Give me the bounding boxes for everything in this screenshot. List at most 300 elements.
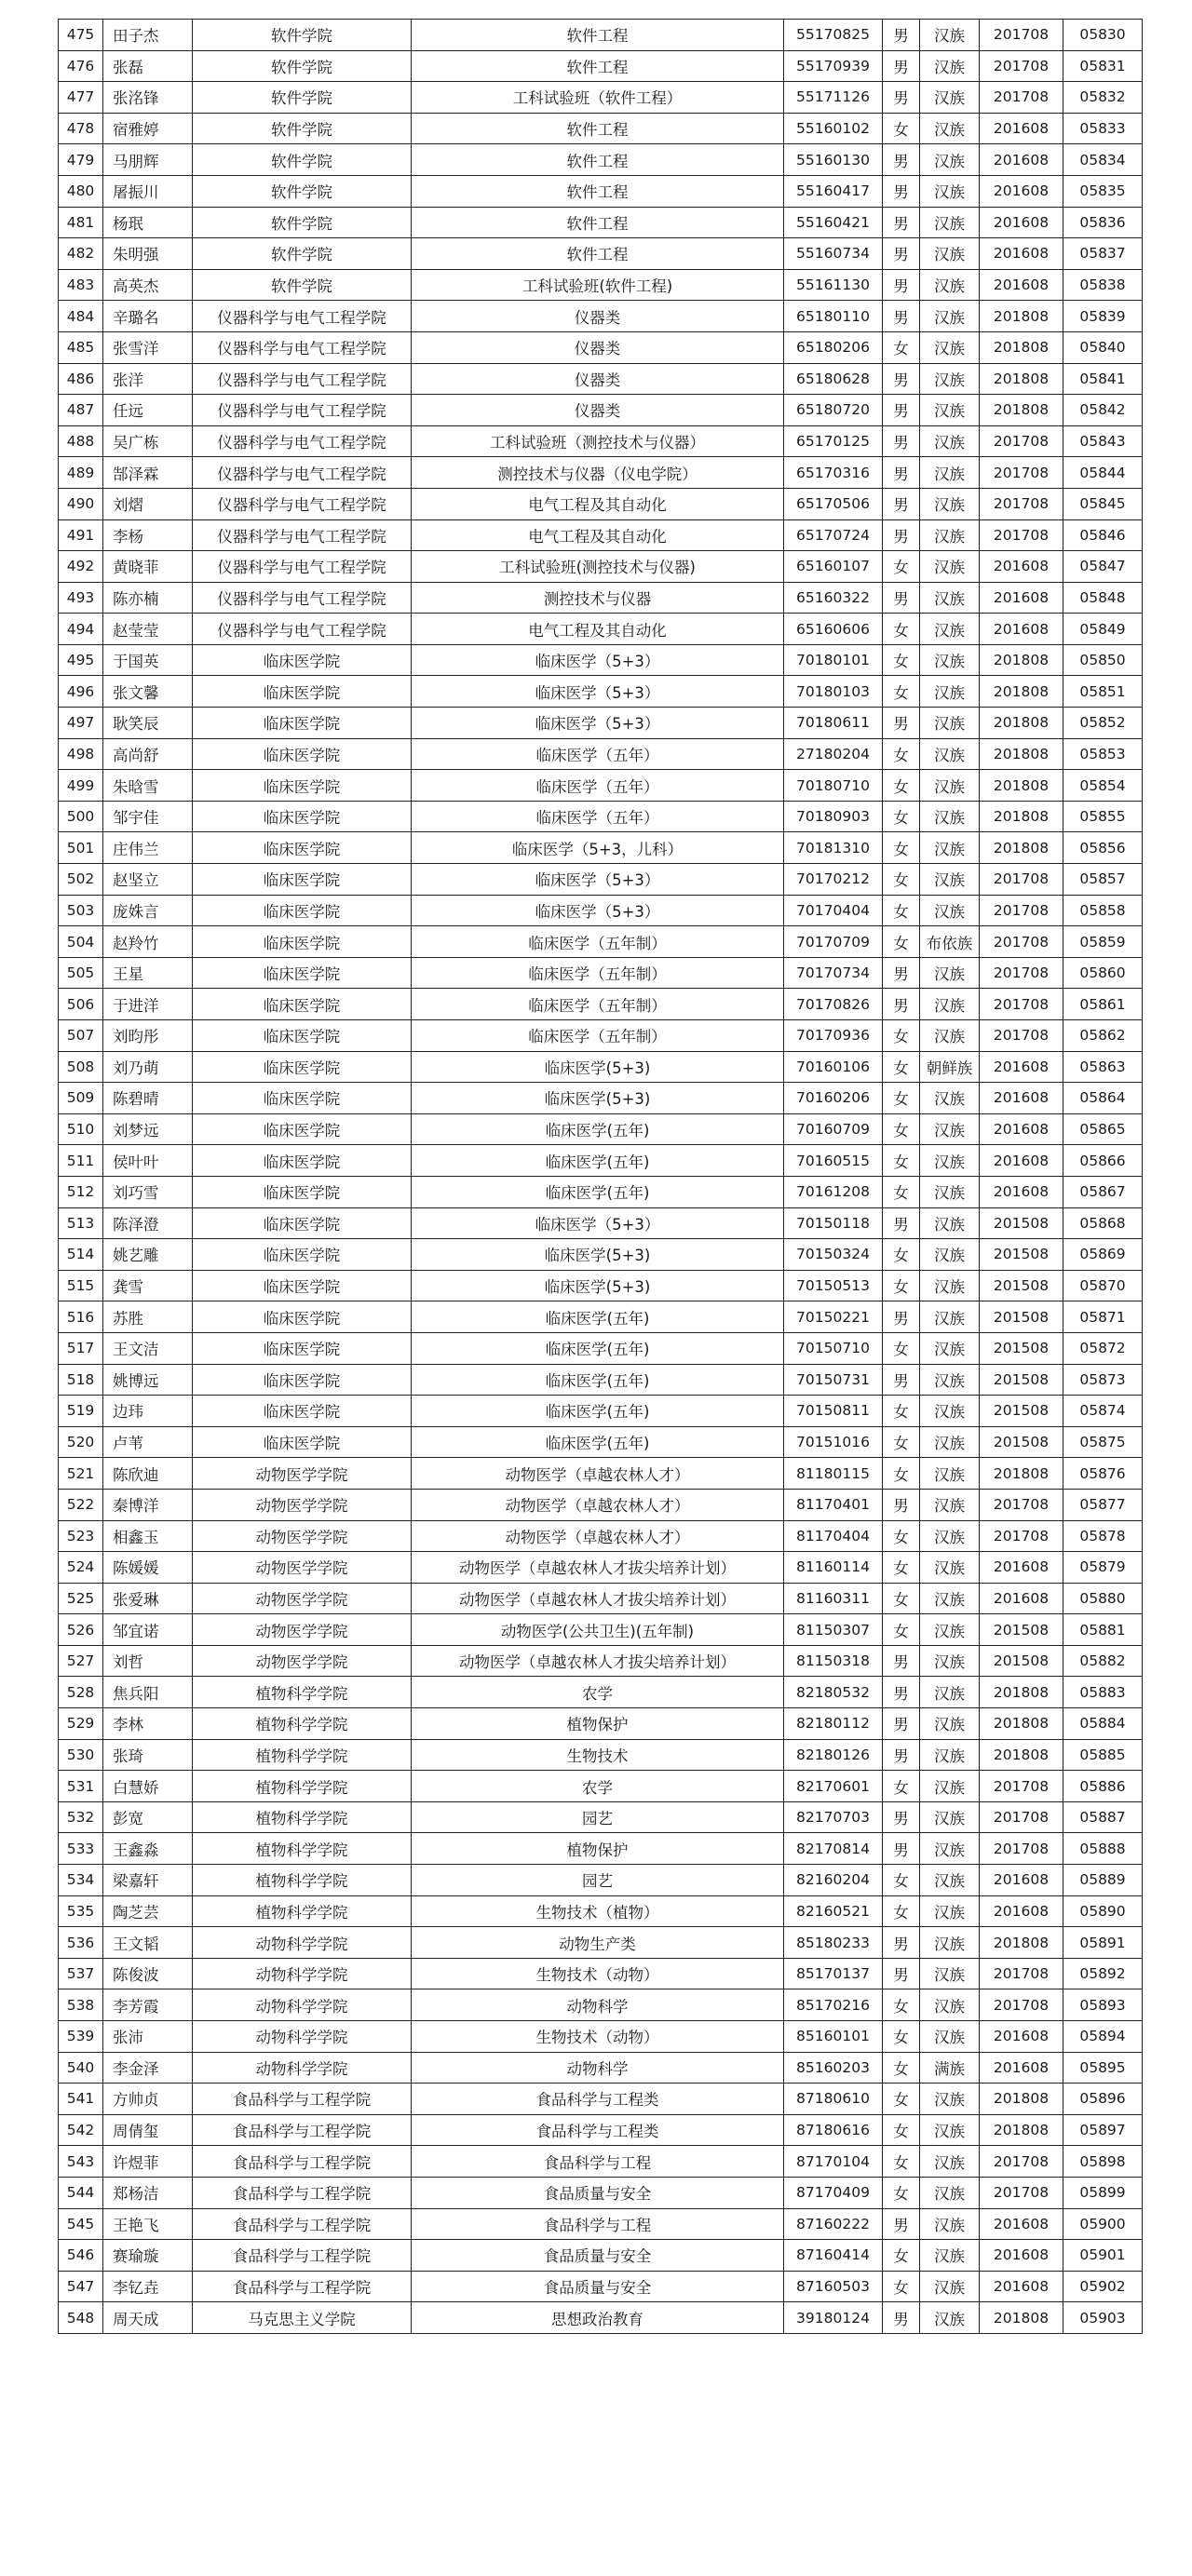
cohort-cell: 201708 bbox=[980, 1958, 1063, 1989]
serial-cell: 05870 bbox=[1063, 1270, 1143, 1301]
cohort-cell: 201608 bbox=[980, 113, 1063, 144]
row-index-cell: 526 bbox=[59, 1614, 103, 1646]
serial-cell: 05840 bbox=[1063, 331, 1143, 363]
student-id-cell: 70161208 bbox=[784, 1176, 883, 1207]
major-cell: 植物保护 bbox=[412, 1708, 784, 1740]
serial-cell: 05895 bbox=[1063, 2052, 1143, 2084]
student-id-cell: 65160606 bbox=[784, 614, 883, 645]
name-cell: 许煜菲 bbox=[103, 2146, 193, 2178]
major-cell: 生物技术（动物） bbox=[412, 1958, 784, 1989]
major-cell: 农学 bbox=[412, 1771, 784, 1802]
serial-cell: 05859 bbox=[1063, 926, 1143, 958]
gender-cell: 男 bbox=[883, 989, 920, 1020]
ethnicity-cell: 汉族 bbox=[920, 144, 980, 176]
row-index-cell: 545 bbox=[59, 2208, 103, 2240]
college-cell: 动物医学学院 bbox=[193, 1583, 412, 1614]
student-id-cell: 85160101 bbox=[784, 2021, 883, 2053]
name-cell: 王文洁 bbox=[103, 1332, 193, 1364]
table-row bbox=[59, 2084, 1143, 2115]
name-cell: 郜泽霖 bbox=[103, 457, 193, 489]
gender-cell: 女 bbox=[883, 1113, 920, 1145]
ethnicity-cell: 汉族 bbox=[920, 1020, 980, 1052]
gender-cell: 女 bbox=[883, 864, 920, 896]
ethnicity-cell: 汉族 bbox=[920, 1677, 980, 1708]
table-row bbox=[59, 1020, 1143, 1052]
cohort-cell: 201608 bbox=[980, 1865, 1063, 1896]
ethnicity-cell: 汉族 bbox=[920, 582, 980, 614]
major-cell: 仪器类 bbox=[412, 363, 784, 395]
serial-cell: 05877 bbox=[1063, 1489, 1143, 1520]
major-cell: 临床医学(五年) bbox=[412, 1145, 784, 1177]
cohort-cell: 201708 bbox=[980, 457, 1063, 489]
major-cell: 动物医学（卓越农林人才拔尖培养计划） bbox=[412, 1645, 784, 1677]
table-row bbox=[59, 2114, 1143, 2146]
major-cell: 动物医学（卓越农林人才） bbox=[412, 1458, 784, 1490]
ethnicity-cell: 汉族 bbox=[920, 425, 980, 457]
major-cell: 临床医学(五年) bbox=[412, 1426, 784, 1458]
cohort-cell: 201708 bbox=[980, 1771, 1063, 1802]
cohort-cell: 201808 bbox=[980, 363, 1063, 395]
college-cell: 动物医学学院 bbox=[193, 1645, 412, 1677]
name-cell: 周倩玺 bbox=[103, 2114, 193, 2146]
major-cell: 测控技术与仪器 bbox=[412, 582, 784, 614]
table-row bbox=[59, 488, 1143, 519]
name-cell: 梁嘉轩 bbox=[103, 1865, 193, 1896]
gender-cell: 女 bbox=[883, 1051, 920, 1083]
major-cell: 临床医学（五年制） bbox=[412, 957, 784, 989]
row-index-cell: 536 bbox=[59, 1927, 103, 1959]
ethnicity-cell: 汉族 bbox=[920, 770, 980, 802]
serial-cell: 05903 bbox=[1063, 2302, 1143, 2334]
serial-cell: 05855 bbox=[1063, 801, 1143, 832]
table-row bbox=[59, 1583, 1143, 1614]
ethnicity-cell: 汉族 bbox=[920, 238, 980, 270]
college-cell: 临床医学院 bbox=[193, 676, 412, 708]
cohort-cell: 201808 bbox=[980, 2114, 1063, 2146]
name-cell: 刘梦远 bbox=[103, 1113, 193, 1145]
cohort-cell: 201808 bbox=[980, 1677, 1063, 1708]
student-id-cell: 70150811 bbox=[784, 1396, 883, 1427]
major-cell: 动物医学(公共卫生)(五年制) bbox=[412, 1614, 784, 1646]
college-cell: 临床医学院 bbox=[193, 989, 412, 1020]
name-cell: 刘熠 bbox=[103, 488, 193, 519]
serial-cell: 05885 bbox=[1063, 1739, 1143, 1771]
student-id-cell: 65160107 bbox=[784, 551, 883, 583]
table-row bbox=[59, 1332, 1143, 1364]
serial-cell: 05856 bbox=[1063, 832, 1143, 864]
college-cell: 植物科学学院 bbox=[193, 1677, 412, 1708]
student-id-cell: 65180206 bbox=[784, 331, 883, 363]
college-cell: 动物医学学院 bbox=[193, 1614, 412, 1646]
row-index-cell: 487 bbox=[59, 395, 103, 426]
ethnicity-cell: 汉族 bbox=[920, 1489, 980, 1520]
table-row bbox=[59, 770, 1143, 802]
major-cell: 食品科学与工程类 bbox=[412, 2084, 784, 2115]
college-cell: 植物科学学院 bbox=[193, 1708, 412, 1740]
cohort-cell: 201608 bbox=[980, 2240, 1063, 2272]
ethnicity-cell: 汉族 bbox=[920, 989, 980, 1020]
gender-cell: 男 bbox=[883, 395, 920, 426]
ethnicity-cell: 汉族 bbox=[920, 363, 980, 395]
name-cell: 赛瑜璇 bbox=[103, 2240, 193, 2272]
gender-cell: 男 bbox=[883, 488, 920, 519]
cohort-cell: 201608 bbox=[980, 2208, 1063, 2240]
gender-cell: 女 bbox=[883, 1583, 920, 1614]
ethnicity-cell: 汉族 bbox=[920, 2084, 980, 2115]
cohort-cell: 201608 bbox=[980, 207, 1063, 238]
name-cell: 王文韬 bbox=[103, 1927, 193, 1959]
gender-cell: 女 bbox=[883, 1332, 920, 1364]
student-id-cell: 81170404 bbox=[784, 1520, 883, 1552]
college-cell: 动物科学学院 bbox=[193, 1927, 412, 1959]
major-cell: 临床医学(5+3) bbox=[412, 1083, 784, 1114]
serial-cell: 05880 bbox=[1063, 1583, 1143, 1614]
row-index-cell: 524 bbox=[59, 1552, 103, 1584]
name-cell: 边玮 bbox=[103, 1396, 193, 1427]
gender-cell: 男 bbox=[883, 207, 920, 238]
major-cell: 植物保护 bbox=[412, 1833, 784, 1865]
row-index-cell: 479 bbox=[59, 144, 103, 176]
cohort-cell: 201808 bbox=[980, 1927, 1063, 1959]
table-row bbox=[59, 1489, 1143, 1520]
major-cell: 临床医学(五年) bbox=[412, 1113, 784, 1145]
student-id-cell: 70150710 bbox=[784, 1332, 883, 1364]
table-row bbox=[59, 113, 1143, 144]
student-id-cell: 65160322 bbox=[784, 582, 883, 614]
name-cell: 辛璐名 bbox=[103, 301, 193, 332]
cohort-cell: 201608 bbox=[980, 2271, 1063, 2302]
college-cell: 临床医学院 bbox=[193, 770, 412, 802]
gender-cell: 女 bbox=[883, 2114, 920, 2146]
table-row bbox=[59, 2052, 1143, 2084]
table-row bbox=[59, 582, 1143, 614]
college-cell: 植物科学学院 bbox=[193, 1771, 412, 1802]
major-cell: 临床医学（5+3） bbox=[412, 708, 784, 739]
cohort-cell: 201808 bbox=[980, 832, 1063, 864]
cohort-cell: 201608 bbox=[980, 1145, 1063, 1177]
table-row bbox=[59, 1895, 1143, 1927]
serial-cell: 05892 bbox=[1063, 1958, 1143, 1989]
ethnicity-cell: 布依族 bbox=[920, 926, 980, 958]
major-cell: 生物技术（动物） bbox=[412, 2021, 784, 2053]
name-cell: 白慧娇 bbox=[103, 1771, 193, 1802]
row-index-cell: 509 bbox=[59, 1083, 103, 1114]
serial-cell: 05844 bbox=[1063, 457, 1143, 489]
name-cell: 李钇垚 bbox=[103, 2271, 193, 2302]
serial-cell: 05850 bbox=[1063, 644, 1143, 676]
ethnicity-cell: 汉族 bbox=[920, 738, 980, 770]
table-row bbox=[59, 1083, 1143, 1114]
student-id-cell: 87170409 bbox=[784, 2177, 883, 2208]
serial-cell: 05876 bbox=[1063, 1458, 1143, 1490]
gender-cell: 男 bbox=[883, 1739, 920, 1771]
table-row bbox=[59, 1396, 1143, 1427]
table-row bbox=[59, 832, 1143, 864]
serial-cell: 05834 bbox=[1063, 144, 1143, 176]
name-cell: 陶芝芸 bbox=[103, 1895, 193, 1927]
major-cell: 思想政治教育 bbox=[412, 2302, 784, 2334]
name-cell: 郑杨洁 bbox=[103, 2177, 193, 2208]
gender-cell: 女 bbox=[883, 1895, 920, 1927]
major-cell: 食品科学与工程 bbox=[412, 2208, 784, 2240]
gender-cell: 女 bbox=[883, 1176, 920, 1207]
gender-cell: 女 bbox=[883, 2271, 920, 2302]
name-cell: 耿笑辰 bbox=[103, 708, 193, 739]
ethnicity-cell: 汉族 bbox=[920, 457, 980, 489]
name-cell: 王艳飞 bbox=[103, 2208, 193, 2240]
name-cell: 张文馨 bbox=[103, 676, 193, 708]
college-cell: 临床医学院 bbox=[193, 832, 412, 864]
college-cell: 临床医学院 bbox=[193, 801, 412, 832]
row-index-cell: 507 bbox=[59, 1020, 103, 1052]
table-row bbox=[59, 363, 1143, 395]
row-index-cell: 486 bbox=[59, 363, 103, 395]
name-cell: 张磊 bbox=[103, 50, 193, 82]
row-index-cell: 492 bbox=[59, 551, 103, 583]
student-id-cell: 65170724 bbox=[784, 519, 883, 551]
cohort-cell: 201708 bbox=[980, 50, 1063, 82]
gender-cell: 女 bbox=[883, 1520, 920, 1552]
serial-cell: 05873 bbox=[1063, 1364, 1143, 1396]
student-id-cell: 70160709 bbox=[784, 1113, 883, 1145]
ethnicity-cell: 汉族 bbox=[920, 801, 980, 832]
serial-cell: 05830 bbox=[1063, 20, 1143, 51]
serial-cell: 05845 bbox=[1063, 488, 1143, 519]
serial-cell: 05835 bbox=[1063, 175, 1143, 207]
ethnicity-cell: 汉族 bbox=[920, 2021, 980, 2053]
major-cell: 食品质量与安全 bbox=[412, 2271, 784, 2302]
ethnicity-cell: 汉族 bbox=[920, 1270, 980, 1301]
cohort-cell: 201708 bbox=[980, 82, 1063, 114]
row-index-cell: 542 bbox=[59, 2114, 103, 2146]
table-row bbox=[59, 614, 1143, 645]
student-id-cell: 87160503 bbox=[784, 2271, 883, 2302]
ethnicity-cell: 汉族 bbox=[920, 1614, 980, 1646]
table-row bbox=[59, 957, 1143, 989]
major-cell: 临床医学(5+3) bbox=[412, 1051, 784, 1083]
cohort-cell: 201708 bbox=[980, 2146, 1063, 2178]
cohort-cell: 201708 bbox=[980, 425, 1063, 457]
college-cell: 仪器科学与电气工程学院 bbox=[193, 363, 412, 395]
serial-cell: 05843 bbox=[1063, 425, 1143, 457]
name-cell: 宿雅婷 bbox=[103, 113, 193, 144]
gender-cell: 女 bbox=[883, 2146, 920, 2178]
table-row bbox=[59, 2240, 1143, 2272]
serial-cell: 05862 bbox=[1063, 1020, 1143, 1052]
table-row bbox=[59, 269, 1143, 301]
name-cell: 高英杰 bbox=[103, 269, 193, 301]
name-cell: 刘哲 bbox=[103, 1645, 193, 1677]
name-cell: 李芳霞 bbox=[103, 1989, 193, 2021]
college-cell: 仪器科学与电气工程学院 bbox=[193, 614, 412, 645]
row-index-cell: 481 bbox=[59, 207, 103, 238]
name-cell: 相鑫玉 bbox=[103, 1520, 193, 1552]
table-row bbox=[59, 989, 1143, 1020]
cohort-cell: 201808 bbox=[980, 395, 1063, 426]
name-cell: 于国英 bbox=[103, 644, 193, 676]
gender-cell: 女 bbox=[883, 644, 920, 676]
row-index-cell: 533 bbox=[59, 1833, 103, 1865]
table-row bbox=[59, 1614, 1143, 1646]
gender-cell: 女 bbox=[883, 1458, 920, 1490]
college-cell: 马克思主义学院 bbox=[193, 2302, 412, 2334]
row-index-cell: 547 bbox=[59, 2271, 103, 2302]
gender-cell: 女 bbox=[883, 1020, 920, 1052]
student-id-cell: 70170936 bbox=[784, 1020, 883, 1052]
gender-cell: 男 bbox=[883, 1801, 920, 1833]
gender-cell: 男 bbox=[883, 1489, 920, 1520]
major-cell: 临床医学（5+3） bbox=[412, 864, 784, 896]
name-cell: 刘昀彤 bbox=[103, 1020, 193, 1052]
cohort-cell: 201708 bbox=[980, 1989, 1063, 2021]
student-id-cell: 65170506 bbox=[784, 488, 883, 519]
student-id-cell: 87180610 bbox=[784, 2084, 883, 2115]
serial-cell: 05841 bbox=[1063, 363, 1143, 395]
row-index-cell: 527 bbox=[59, 1645, 103, 1677]
name-cell: 庄伟兰 bbox=[103, 832, 193, 864]
ethnicity-cell: 汉族 bbox=[920, 1207, 980, 1239]
row-index-cell: 478 bbox=[59, 113, 103, 144]
college-cell: 软件学院 bbox=[193, 175, 412, 207]
gender-cell: 女 bbox=[883, 2177, 920, 2208]
row-index-cell: 488 bbox=[59, 425, 103, 457]
row-index-cell: 483 bbox=[59, 269, 103, 301]
gender-cell: 男 bbox=[883, 457, 920, 489]
name-cell: 龚雪 bbox=[103, 1270, 193, 1301]
cohort-cell: 201608 bbox=[980, 2021, 1063, 2053]
gender-cell: 女 bbox=[883, 2052, 920, 2084]
gender-cell: 男 bbox=[883, 175, 920, 207]
major-cell: 仪器类 bbox=[412, 395, 784, 426]
table-row bbox=[59, 144, 1143, 176]
serial-cell: 05897 bbox=[1063, 2114, 1143, 2146]
college-cell: 软件学院 bbox=[193, 269, 412, 301]
name-cell: 李金泽 bbox=[103, 2052, 193, 2084]
gender-cell: 女 bbox=[883, 113, 920, 144]
gender-cell: 女 bbox=[883, 2240, 920, 2272]
major-cell: 食品科学与工程 bbox=[412, 2146, 784, 2178]
cohort-cell: 201508 bbox=[980, 1645, 1063, 1677]
table-row bbox=[59, 738, 1143, 770]
gender-cell: 女 bbox=[883, 1396, 920, 1427]
college-cell: 仪器科学与电气工程学院 bbox=[193, 582, 412, 614]
cohort-cell: 201708 bbox=[980, 1801, 1063, 1833]
ethnicity-cell: 汉族 bbox=[920, 1739, 980, 1771]
student-id-cell: 70170404 bbox=[784, 895, 883, 926]
ethnicity-cell: 汉族 bbox=[920, 1645, 980, 1677]
college-cell: 仪器科学与电气工程学院 bbox=[193, 488, 412, 519]
name-cell: 秦博洋 bbox=[103, 1489, 193, 1520]
row-index-cell: 518 bbox=[59, 1364, 103, 1396]
table-row bbox=[59, 551, 1143, 583]
college-cell: 仪器科学与电气工程学院 bbox=[193, 301, 412, 332]
college-cell: 软件学院 bbox=[193, 20, 412, 51]
student-id-cell: 70170826 bbox=[784, 989, 883, 1020]
ethnicity-cell: 汉族 bbox=[920, 1833, 980, 1865]
major-cell: 软件工程 bbox=[412, 50, 784, 82]
name-cell: 苏胜 bbox=[103, 1301, 193, 1333]
row-index-cell: 475 bbox=[59, 20, 103, 51]
ethnicity-cell: 汉族 bbox=[920, 2146, 980, 2178]
college-cell: 临床医学院 bbox=[193, 1207, 412, 1239]
row-index-cell: 494 bbox=[59, 614, 103, 645]
row-index-cell: 523 bbox=[59, 1520, 103, 1552]
cohort-cell: 201508 bbox=[980, 1396, 1063, 1427]
serial-cell: 05858 bbox=[1063, 895, 1143, 926]
major-cell: 临床医学（五年制） bbox=[412, 989, 784, 1020]
table-row bbox=[59, 676, 1143, 708]
table-row bbox=[59, 895, 1143, 926]
row-index-cell: 485 bbox=[59, 331, 103, 363]
cohort-cell: 201508 bbox=[980, 1239, 1063, 1271]
college-cell: 临床医学院 bbox=[193, 957, 412, 989]
name-cell: 陈亦楠 bbox=[103, 582, 193, 614]
gender-cell: 男 bbox=[883, 2302, 920, 2334]
gender-cell: 男 bbox=[883, 519, 920, 551]
college-cell: 临床医学院 bbox=[193, 738, 412, 770]
row-index-cell: 517 bbox=[59, 1332, 103, 1364]
major-cell: 临床医学（5+3） bbox=[412, 644, 784, 676]
row-index-cell: 512 bbox=[59, 1176, 103, 1207]
student-id-cell: 82160521 bbox=[784, 1895, 883, 1927]
serial-cell: 05879 bbox=[1063, 1552, 1143, 1584]
student-id-cell: 70170709 bbox=[784, 926, 883, 958]
row-index-cell: 504 bbox=[59, 926, 103, 958]
major-cell: 临床医学（五年） bbox=[412, 770, 784, 802]
row-index-cell: 495 bbox=[59, 644, 103, 676]
row-index-cell: 530 bbox=[59, 1739, 103, 1771]
gender-cell: 女 bbox=[883, 738, 920, 770]
table-row bbox=[59, 207, 1143, 238]
table-row bbox=[59, 926, 1143, 958]
student-id-cell: 70180103 bbox=[784, 676, 883, 708]
row-index-cell: 508 bbox=[59, 1051, 103, 1083]
serial-cell: 05838 bbox=[1063, 269, 1143, 301]
college-cell: 软件学院 bbox=[193, 82, 412, 114]
student-id-cell: 70181310 bbox=[784, 832, 883, 864]
cohort-cell: 201808 bbox=[980, 644, 1063, 676]
name-cell: 邹宇佳 bbox=[103, 801, 193, 832]
college-cell: 临床医学院 bbox=[193, 1301, 412, 1333]
cohort-cell: 201608 bbox=[980, 144, 1063, 176]
student-id-cell: 81150318 bbox=[784, 1645, 883, 1677]
cohort-cell: 201608 bbox=[980, 2052, 1063, 2084]
table-row bbox=[59, 1833, 1143, 1865]
serial-cell: 05883 bbox=[1063, 1677, 1143, 1708]
row-index-cell: 522 bbox=[59, 1489, 103, 1520]
student-id-cell: 70150221 bbox=[784, 1301, 883, 1333]
ethnicity-cell: 汉族 bbox=[920, 207, 980, 238]
major-cell: 动物医学（卓越农林人才拔尖培养计划） bbox=[412, 1552, 784, 1584]
serial-cell: 05890 bbox=[1063, 1895, 1143, 1927]
gender-cell: 男 bbox=[883, 1645, 920, 1677]
table-row bbox=[59, 1927, 1143, 1959]
serial-cell: 05860 bbox=[1063, 957, 1143, 989]
major-cell: 临床医学（5+3） bbox=[412, 895, 784, 926]
gender-cell: 女 bbox=[883, 1552, 920, 1584]
row-index-cell: 496 bbox=[59, 676, 103, 708]
name-cell: 杨珉 bbox=[103, 207, 193, 238]
name-cell: 王鑫淼 bbox=[103, 1833, 193, 1865]
table-row bbox=[59, 1801, 1143, 1833]
college-cell: 临床医学院 bbox=[193, 1145, 412, 1177]
serial-cell: 05839 bbox=[1063, 301, 1143, 332]
cohort-cell: 201808 bbox=[980, 738, 1063, 770]
college-cell: 软件学院 bbox=[193, 144, 412, 176]
row-index-cell: 521 bbox=[59, 1458, 103, 1490]
ethnicity-cell: 汉族 bbox=[920, 708, 980, 739]
gender-cell: 男 bbox=[883, 2208, 920, 2240]
